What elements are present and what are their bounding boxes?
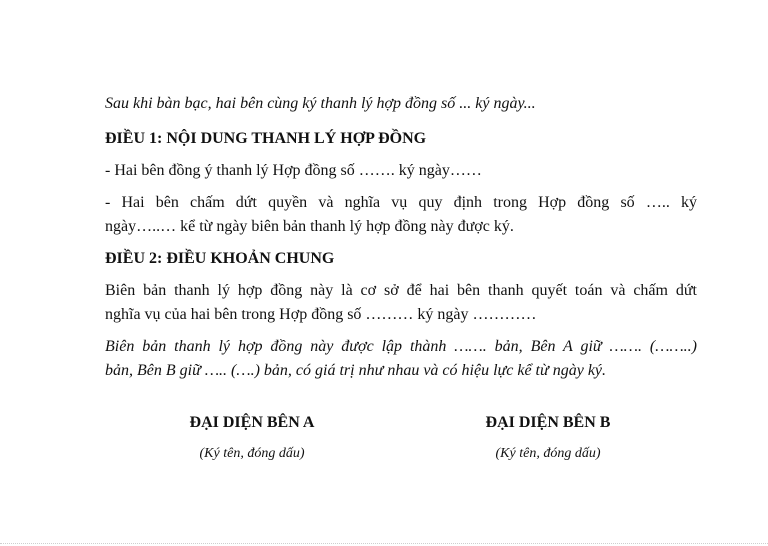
- page-bottom-divider: [0, 543, 768, 544]
- party-a-note: (Ký tên, đóng dấu): [199, 446, 305, 461]
- article-1-item-2-line-2: ngày…..… kể từ ngày biên bản thanh lý hợp đồng này được ký.: [105, 218, 514, 235]
- article-1-item-2: [105, 191, 697, 239]
- party-b-note: (Ký tên, đóng dấu): [495, 446, 601, 461]
- signature-section: [0, 411, 768, 471]
- article-2-paragraph-1-line-2: nghĩa vụ của hai bên trong Hợp đồng số ……… ký ngày …………: [105, 306, 537, 323]
- article-2-paragraph-1-line-1: Biên bản thanh lý hợp đồng này là cơ sở để hai bên thanh quyết toán và chấm dứt: [105, 282, 697, 299]
- signature-block-party-b: [418, 411, 678, 464]
- article-2-heading: ĐIỀU 2: ĐIỀU KHOẢN CHUNG: [105, 250, 335, 267]
- document-body: [105, 92, 697, 391]
- article-1-item-1: - Hai bên đồng ý thanh lý Hợp đồng số ……. ký ngày……: [105, 162, 482, 179]
- article-1-heading: ĐIỀU 1: NỘI DUNG THANH LÝ HỢP ĐỒNG: [105, 130, 427, 147]
- article-2-paragraph-2: [105, 335, 697, 383]
- party-a-title: ĐẠI DIỆN BÊN A: [189, 414, 315, 431]
- intro-text: Sau khi bàn bạc, hai bên cùng ký thanh lý hợp đồng số ... ký ngày...: [105, 95, 536, 112]
- article-1-item-2-line-1: - Hai bên chấm dứt quyền và nghĩa vụ quy định trong Hợp đồng số ….. ký: [105, 194, 697, 211]
- article-2-paragraph-2-line-2: bản, Bên B giữ ….. (….) bản, có giá trị như nhau và có hiệu lực kể từ ngày ký.: [105, 362, 607, 379]
- article-2-paragraph-1: [105, 279, 697, 327]
- party-b-title: ĐẠI DIỆN BÊN B: [485, 414, 611, 431]
- article-2-paragraph-2-line-1: Biên bản thanh lý hợp đồng này được lập thành ……. bản, Bên A giữ ……. (……..): [105, 338, 697, 355]
- signature-block-party-a: [122, 411, 382, 464]
